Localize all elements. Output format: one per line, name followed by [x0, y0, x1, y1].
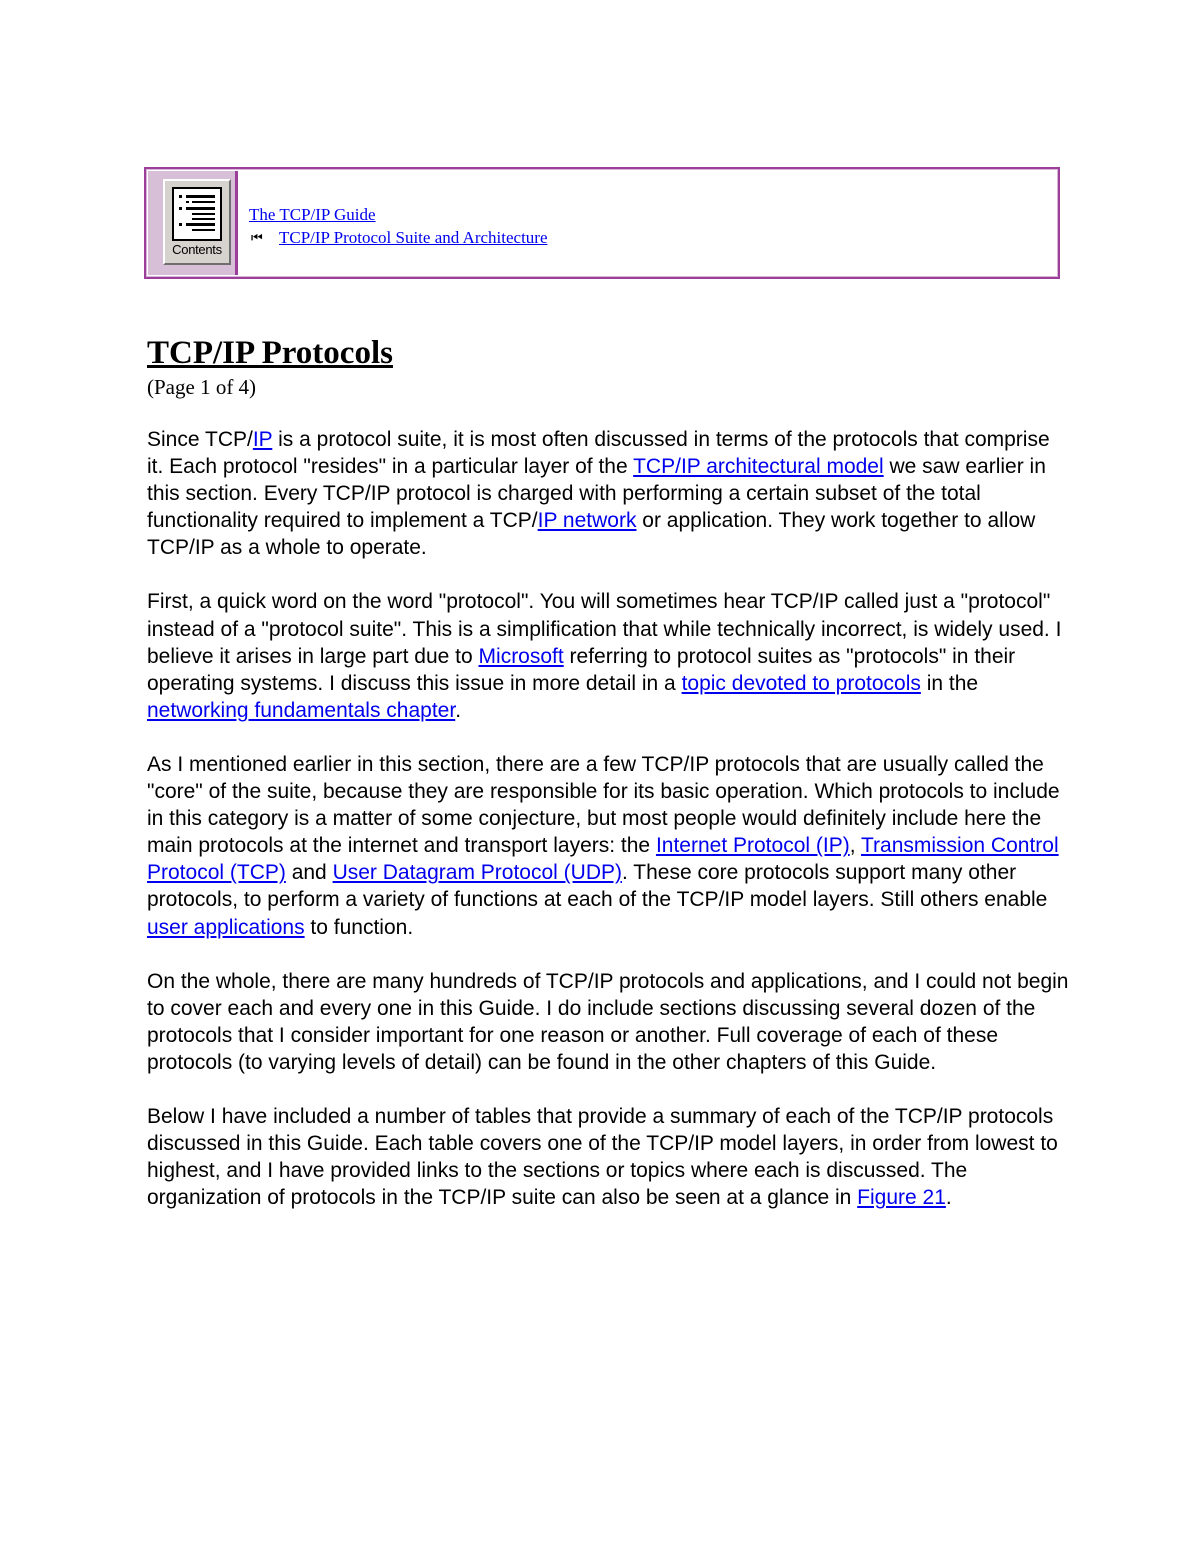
paragraph-2	[147, 588, 1069, 723]
udp-link[interactable]: User Datagram Protocol (UDP)	[332, 861, 622, 885]
navigation-header	[144, 167, 1060, 279]
breadcrumb	[249, 203, 548, 249]
paragraph-1	[147, 426, 1069, 561]
table-of-contents-icon	[172, 187, 222, 241]
guide-home-link[interactable]: The TCP/IP Guide	[249, 205, 376, 224]
contents-cell	[148, 171, 238, 275]
microsoft-link[interactable]: Microsoft	[478, 644, 564, 668]
text: and	[285, 861, 333, 885]
ip-link[interactable]: IP	[252, 428, 273, 451]
networking-fundamentals-link[interactable]: networking fundamentals chapter	[147, 698, 456, 722]
text: .	[455, 698, 462, 722]
internet-protocol-link[interactable]: Internet Protocol (IP)	[655, 834, 850, 858]
text: to function.	[304, 915, 414, 939]
paragraph-4: On the whole, there are many hundreds of TCP/IP protocols and applications, and I could not begin to cover each and every one in this Guide. I do include sections discussing several dozen of the protocols that I consider important for one reason or another. Full coverage of each of these protocols (to varying levels of detail) can be found in the other chapters of this Guide.	[147, 969, 1069, 1074]
page-indicator: (Page 1 of 4)	[147, 375, 257, 399]
tcp-link[interactable]: Transmission Control Protocol (TCP)	[147, 834, 1059, 885]
text: we saw earlier in this section. Every TCP/IP protocol is charged with performing a certain subset of the total functionality required to implement a TCP/	[147, 455, 1046, 533]
text: First, a quick word on the word "protocol". You will sometimes hear TCP/IP called just a "protocol" instead of a "protocol suite". This is a simplification that while technically incorrect, is widely used. I believe it arises in large part due to	[147, 590, 1062, 668]
text: or application. They work together to allow TCP/IP as a whole to operate.	[147, 509, 1036, 560]
page-title: TCP/IP Protocols	[147, 335, 393, 371]
text: As I mentioned earlier in this section, there are a few TCP/IP protocols that are usually called the "core" of the suite, because they are responsible for its basic operation. Which protocols to include in this category is a matter of some conjecture, but most people would definitely include here the main protocols at the internet and transport layers: the	[147, 752, 1060, 858]
text: . These core protocols support many other protocols, to perform a variety of functions at each of the TCP/IP model layers. Still others enable	[147, 861, 1048, 912]
article-body	[147, 426, 1069, 1238]
text: .	[945, 1186, 952, 1210]
protocols-topic-link[interactable]: topic devoted to protocols	[681, 671, 921, 695]
paragraph-3	[147, 751, 1069, 941]
text: Since TCP/	[147, 428, 253, 451]
figure-21-link[interactable]: Figure 21	[857, 1186, 946, 1210]
text: Below I have included a number of tables that provide a summary of each of the TCP/IP protocols discussed in this Guide. Each table covers one of the TCP/IP model layers, in order from lowest to highest, and I have provided links to the sections or topics where each is discussed. The organization of protocols in the TCP/IP suite can also be seen at a glance in	[147, 1104, 1058, 1210]
skip-back-icon: ⏮	[251, 230, 261, 245]
text: is a protocol suite, it is most often discussed in terms of the protocols that comprise it. Each protocol "resides" in a particular layer of the	[147, 428, 1050, 479]
text: ,	[849, 834, 861, 858]
user-applications-link[interactable]: user applications	[147, 915, 305, 939]
text: in the	[920, 671, 979, 695]
architectural-model-link[interactable]: TCP/IP architectural model	[633, 455, 884, 479]
text: referring to protocol suites as "protocols" in their operating systems. I discuss this issue in more detail in a	[147, 644, 1016, 695]
contents-button[interactable]	[163, 179, 231, 265]
ip-network-link[interactable]: IP network	[537, 509, 637, 533]
contents-label: Contents	[172, 242, 222, 257]
parent-section-link[interactable]: TCP/IP Protocol Suite and Architecture	[279, 228, 548, 247]
paragraph-5	[147, 1103, 1069, 1211]
